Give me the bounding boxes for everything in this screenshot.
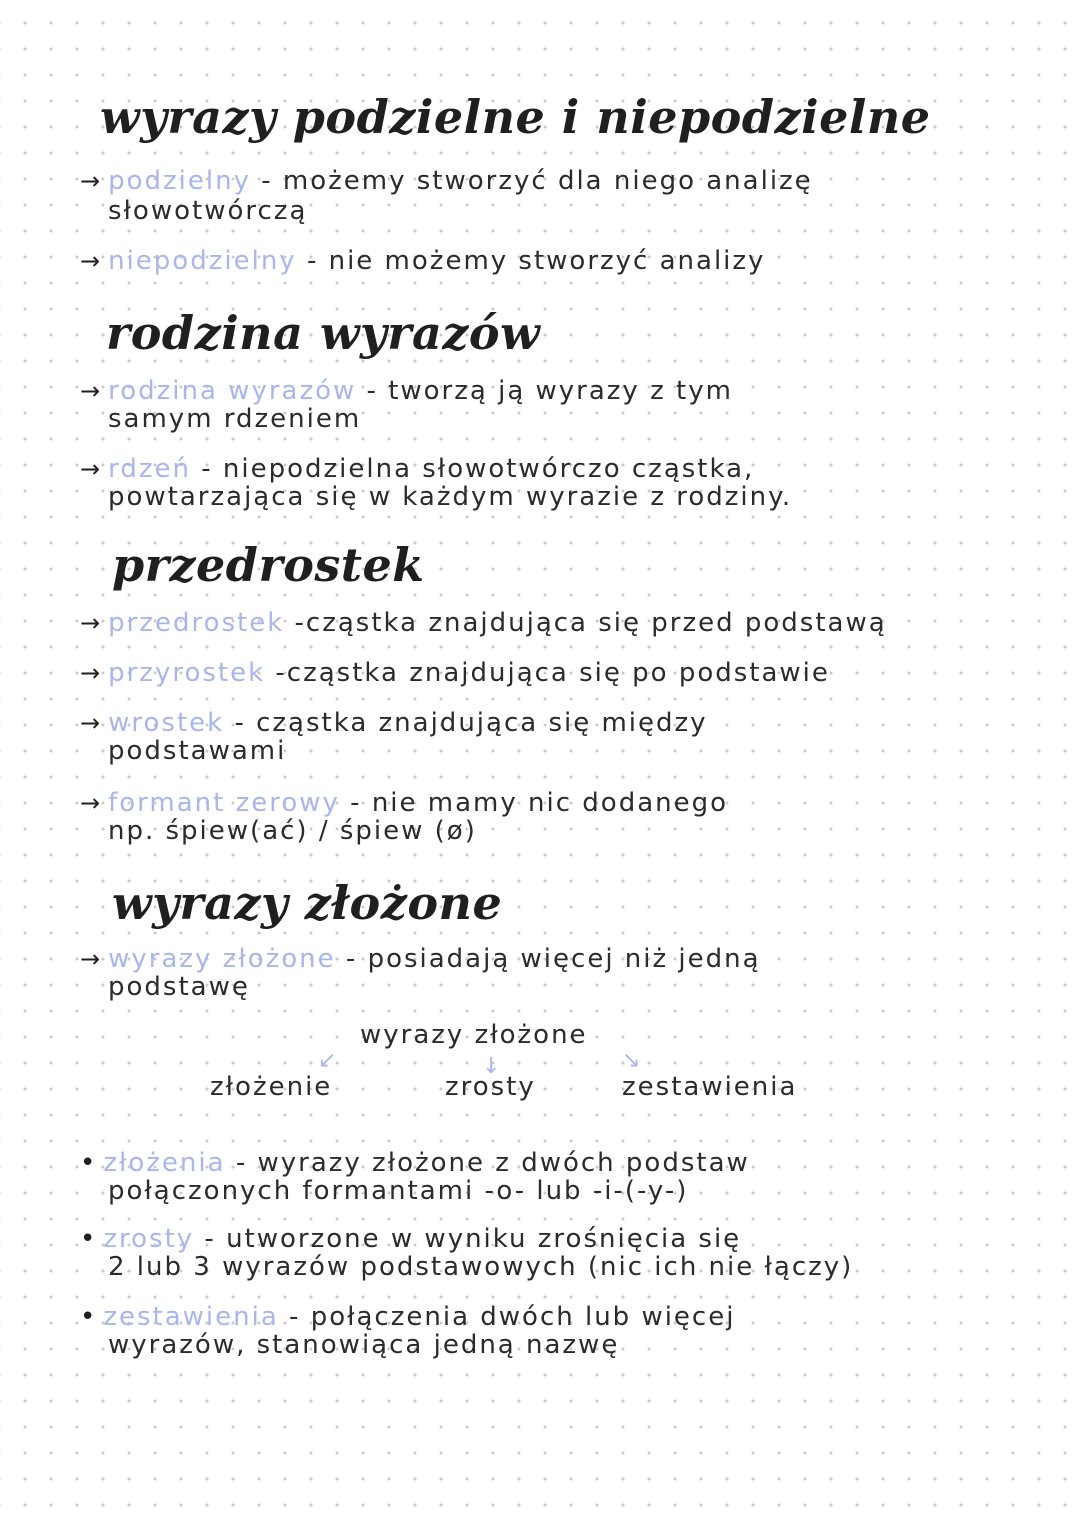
- definition: - niepodzielna słowotwórczo cząstka,: [190, 454, 755, 484]
- heading-podzielne: wyrazy podzielne i niepodzielne: [100, 90, 931, 144]
- arrow-icon: →: [80, 167, 103, 195]
- term-rdzen: rdzeń: [108, 454, 191, 484]
- term-przyrostek: przyrostek: [108, 658, 266, 688]
- term-zestawienia: zestawienia: [103, 1302, 279, 1332]
- term-zrosty: zrosty: [103, 1224, 195, 1254]
- term-formant-zerowy: formant zerowy: [108, 788, 340, 818]
- term-wyrazy-zlozone: wyrazy złożone: [108, 944, 336, 974]
- arrow-right-icon: ↘: [622, 1048, 641, 1073]
- example-text: np. śpiew(ać) / śpiew (ø): [108, 816, 477, 846]
- heading-przedrostek: przedrostek: [112, 538, 425, 592]
- diagram-root: wyrazy złożone: [360, 1020, 588, 1050]
- arrow-icon: →: [80, 455, 103, 483]
- list-item-przyrostek: [80, 658, 830, 688]
- definition-continued: 2 lub 3 wyrazów podstawowych (nic ich nie łączy): [108, 1252, 854, 1282]
- definition-continued: powtarzająca się w każdym wyrazie z rodziny.: [108, 482, 793, 512]
- heading-rodzina: rodzina wyrazów: [106, 306, 541, 360]
- list-item-formant-zerowy: [80, 788, 728, 818]
- bullet-icon: •: [80, 1302, 98, 1332]
- definition-continued: połączonych formantami -o- lub -i-(-y-): [108, 1176, 689, 1206]
- list-item-rdzen: [80, 454, 754, 484]
- arrow-icon: →: [80, 609, 103, 637]
- definition: - nie możemy stworzyć analizy: [296, 246, 766, 276]
- definition: - posiadają więcej niż jedną: [335, 944, 761, 974]
- list-item-niepodzielny: [80, 246, 765, 276]
- definition: - możemy stworzyć dla niego analizę: [250, 166, 813, 196]
- list-item-wrostek: [80, 708, 708, 738]
- definition-continued: podstawę: [108, 972, 250, 1002]
- list-item-rodzina: [80, 376, 733, 406]
- bullet-icon: •: [80, 1224, 98, 1254]
- term-przedrostek: przedrostek: [108, 608, 285, 638]
- definition: -cząstka znajdująca się przed podstawą: [284, 608, 887, 638]
- list-item-przedrostek: [80, 608, 887, 638]
- arrow-down-icon: ↓: [482, 1054, 501, 1079]
- bullet-icon: •: [80, 1148, 98, 1178]
- list-item-podzielny: [80, 166, 813, 196]
- definition: - połączenia dwóch lub więcej: [278, 1302, 736, 1332]
- diagram-right: zestawienia: [622, 1072, 798, 1102]
- bullet-zlozenia: [80, 1148, 750, 1178]
- list-item-wyrazy-zlozone: [80, 944, 761, 974]
- definition: - tworzą ją wyrazy z tym: [356, 376, 733, 406]
- term-niepodzielny: niepodzielny: [108, 246, 297, 276]
- bullet-zrosty: [80, 1224, 741, 1254]
- term-rodzina: rodzina wyrazów: [108, 376, 357, 406]
- definition: - utworzone w wyniku zrośnięcia się: [194, 1224, 742, 1254]
- bullet-zestawienia: [80, 1302, 735, 1332]
- definition: -cząstka znajdująca się po podstawie: [265, 658, 830, 688]
- definition-continued: wyrazów, stanowiąca jedną nazwę: [108, 1330, 620, 1360]
- definition: - wyrazy złożone z dwóch podstaw: [225, 1148, 750, 1178]
- definition-continued: słowotwórczą: [108, 196, 308, 226]
- term-wrostek: wrostek: [108, 708, 225, 738]
- definition-continued: samym rdzeniem: [108, 404, 362, 434]
- heading-wyrazy-zlozone: wyrazy złożone: [112, 876, 503, 930]
- arrow-icon: →: [80, 709, 103, 737]
- definition-continued: podstawami: [108, 736, 287, 766]
- term-podzielny: podzielny: [108, 166, 251, 196]
- diagram-mid: zrosty: [445, 1072, 536, 1102]
- arrow-icon: →: [80, 659, 103, 687]
- arrow-icon: →: [80, 945, 103, 973]
- term-zlozenia: złożenia: [103, 1148, 226, 1178]
- definition: - nie mamy nic dodanego: [339, 788, 729, 818]
- diagram-left: złożenie: [210, 1072, 333, 1102]
- arrow-left-icon: ↙: [318, 1048, 337, 1073]
- arrow-icon: →: [80, 247, 103, 275]
- arrow-icon: →: [80, 377, 103, 405]
- definition: - cząstka znajdująca się między: [224, 708, 708, 738]
- arrow-icon: →: [80, 789, 103, 817]
